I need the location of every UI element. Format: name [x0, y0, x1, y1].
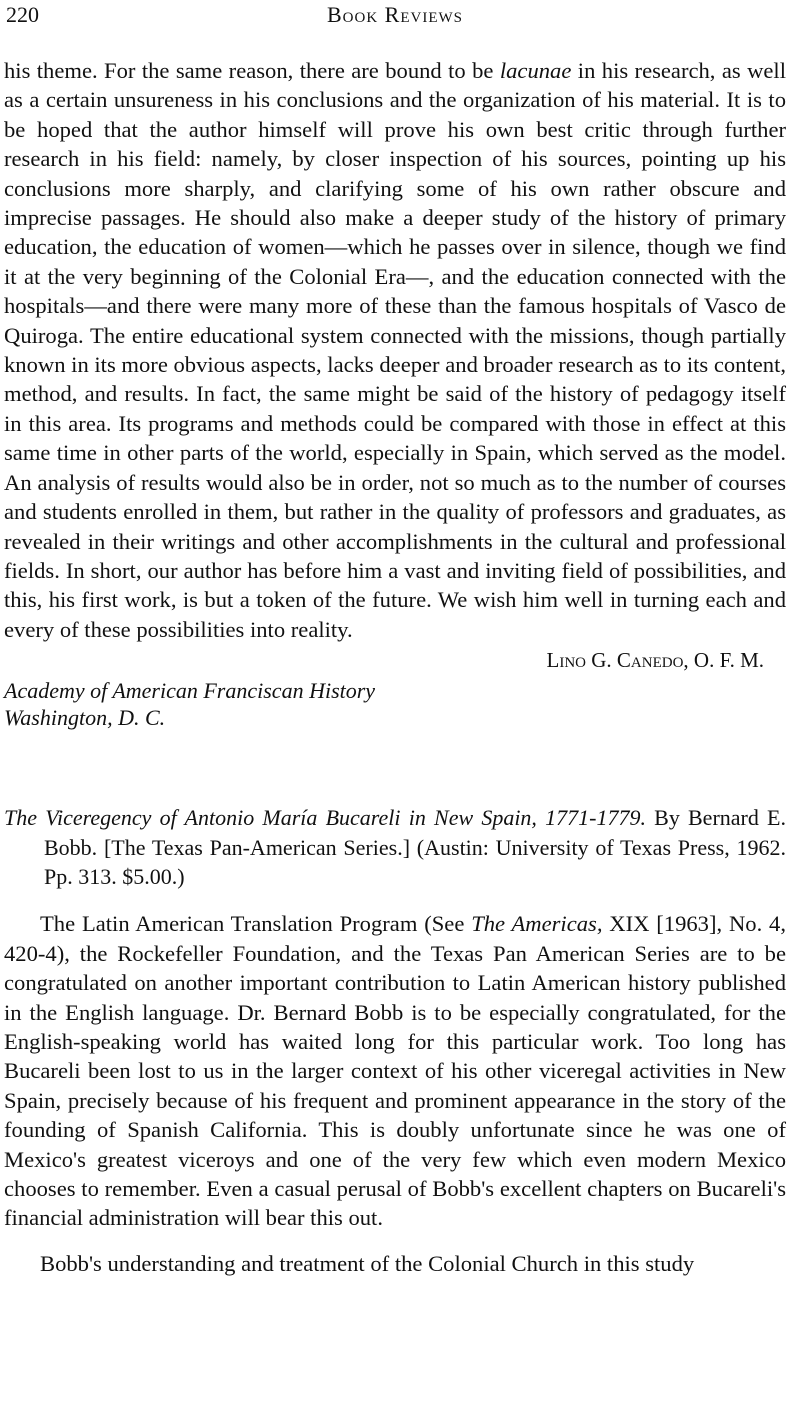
- paragraph-text: The Latin American Translation Program (See: [40, 911, 472, 937]
- page-number: 220: [6, 2, 39, 27]
- paragraph-text: in his research, as well as a certain unsureness in his conclusions and the organization of his material. It is to be hoped that the author himself will prove his own best critic through further research in his field: namely, by closer inspection of his sources, pointing up his conclusions more sharply, and clarifying some of his own rather obscure and imprecise passages. He should also make a deeper study of the history of primary education, the education of women—which he passes over in silence, though we find it at the very beginning of the Colonial Era—, and the education connected with the hospitals—and there were many more of these than the famous hospitals of Vasco de Quiroga. The entire educational system connected with the missions, though partially known in its more obvious aspects, lacks deeper and broader research as to its content, method, and results. In fact, the same might be said of the history of pedagogy itself in this area. Its programs and methods could be compared with those in effect at this same time in other parts of the world, especially in Spain, which served as the model. An analysis of results would also be in order, not so much as to the number of courses and students enrolled in them, but rather in the quality of professors and graduates, as revealed in their writings and other accomplishments in the cultural and professional fields. In short, our author has before him a vast and inviting field of possibilities, and this, his first work, is but a token of the future. We wish him well in turning each and every of these possibilities into reality.: [4, 58, 786, 642]
- running-title: Book Reviews: [327, 2, 463, 27]
- paragraph-text: XIX [1963], No. 4, 420-4), the Rockefeller Foundation, and the Texas Pan American Series are to be congratulated on another important contribution to Latin American history published in the English language. Dr. Bernard Bobb is to be especially congratulated, for the English-speaking world has waited long for this particular work. Too long has Bucareli been lost to us in the larger context of his other viceregal activities in New Spain, precisely because of his frequent and prominent appearance in the story of the founding of Spanish California. This is doubly unfortunate since he was one of Mexico's greatest viceroys and one of the very few which even modern Mexico chooses to remember. Even a casual perusal of Bobb's excellent chapters on Bucareli's financial administration will bear this out.: [4, 911, 786, 1231]
- review-paragraph: [4, 909, 786, 1232]
- paragraph-text: his theme. For the same reason, there are bound to be: [4, 58, 500, 83]
- reviewer-signature: Lino G. Canedo, O. F. M.: [546, 648, 764, 673]
- journal-title: The Americas,: [471, 911, 603, 937]
- reviewer-affiliation: [4, 677, 786, 731]
- review-paragraph: Bobb's understanding and treatment of the Colonial Church in this study: [40, 1250, 695, 1276]
- review-paragraph: [4, 56, 786, 644]
- affiliation-institution: Academy of American Franciscan History: [4, 678, 376, 704]
- book-citation: [4, 803, 786, 891]
- running-head: [4, 0, 786, 40]
- italic-term: lacunae: [499, 58, 572, 83]
- book-title: The Viceregency of Antonio María Bucareli in New Spain, 1771-1779.: [4, 805, 646, 831]
- affiliation-location: Washington, D. C.: [4, 705, 166, 731]
- book-details: By Bernard E. Bobb. [The Texas Pan-American Series.] (Austin: University of Texas Press, 1962. Pp. 313. $5.00.): [44, 805, 786, 889]
